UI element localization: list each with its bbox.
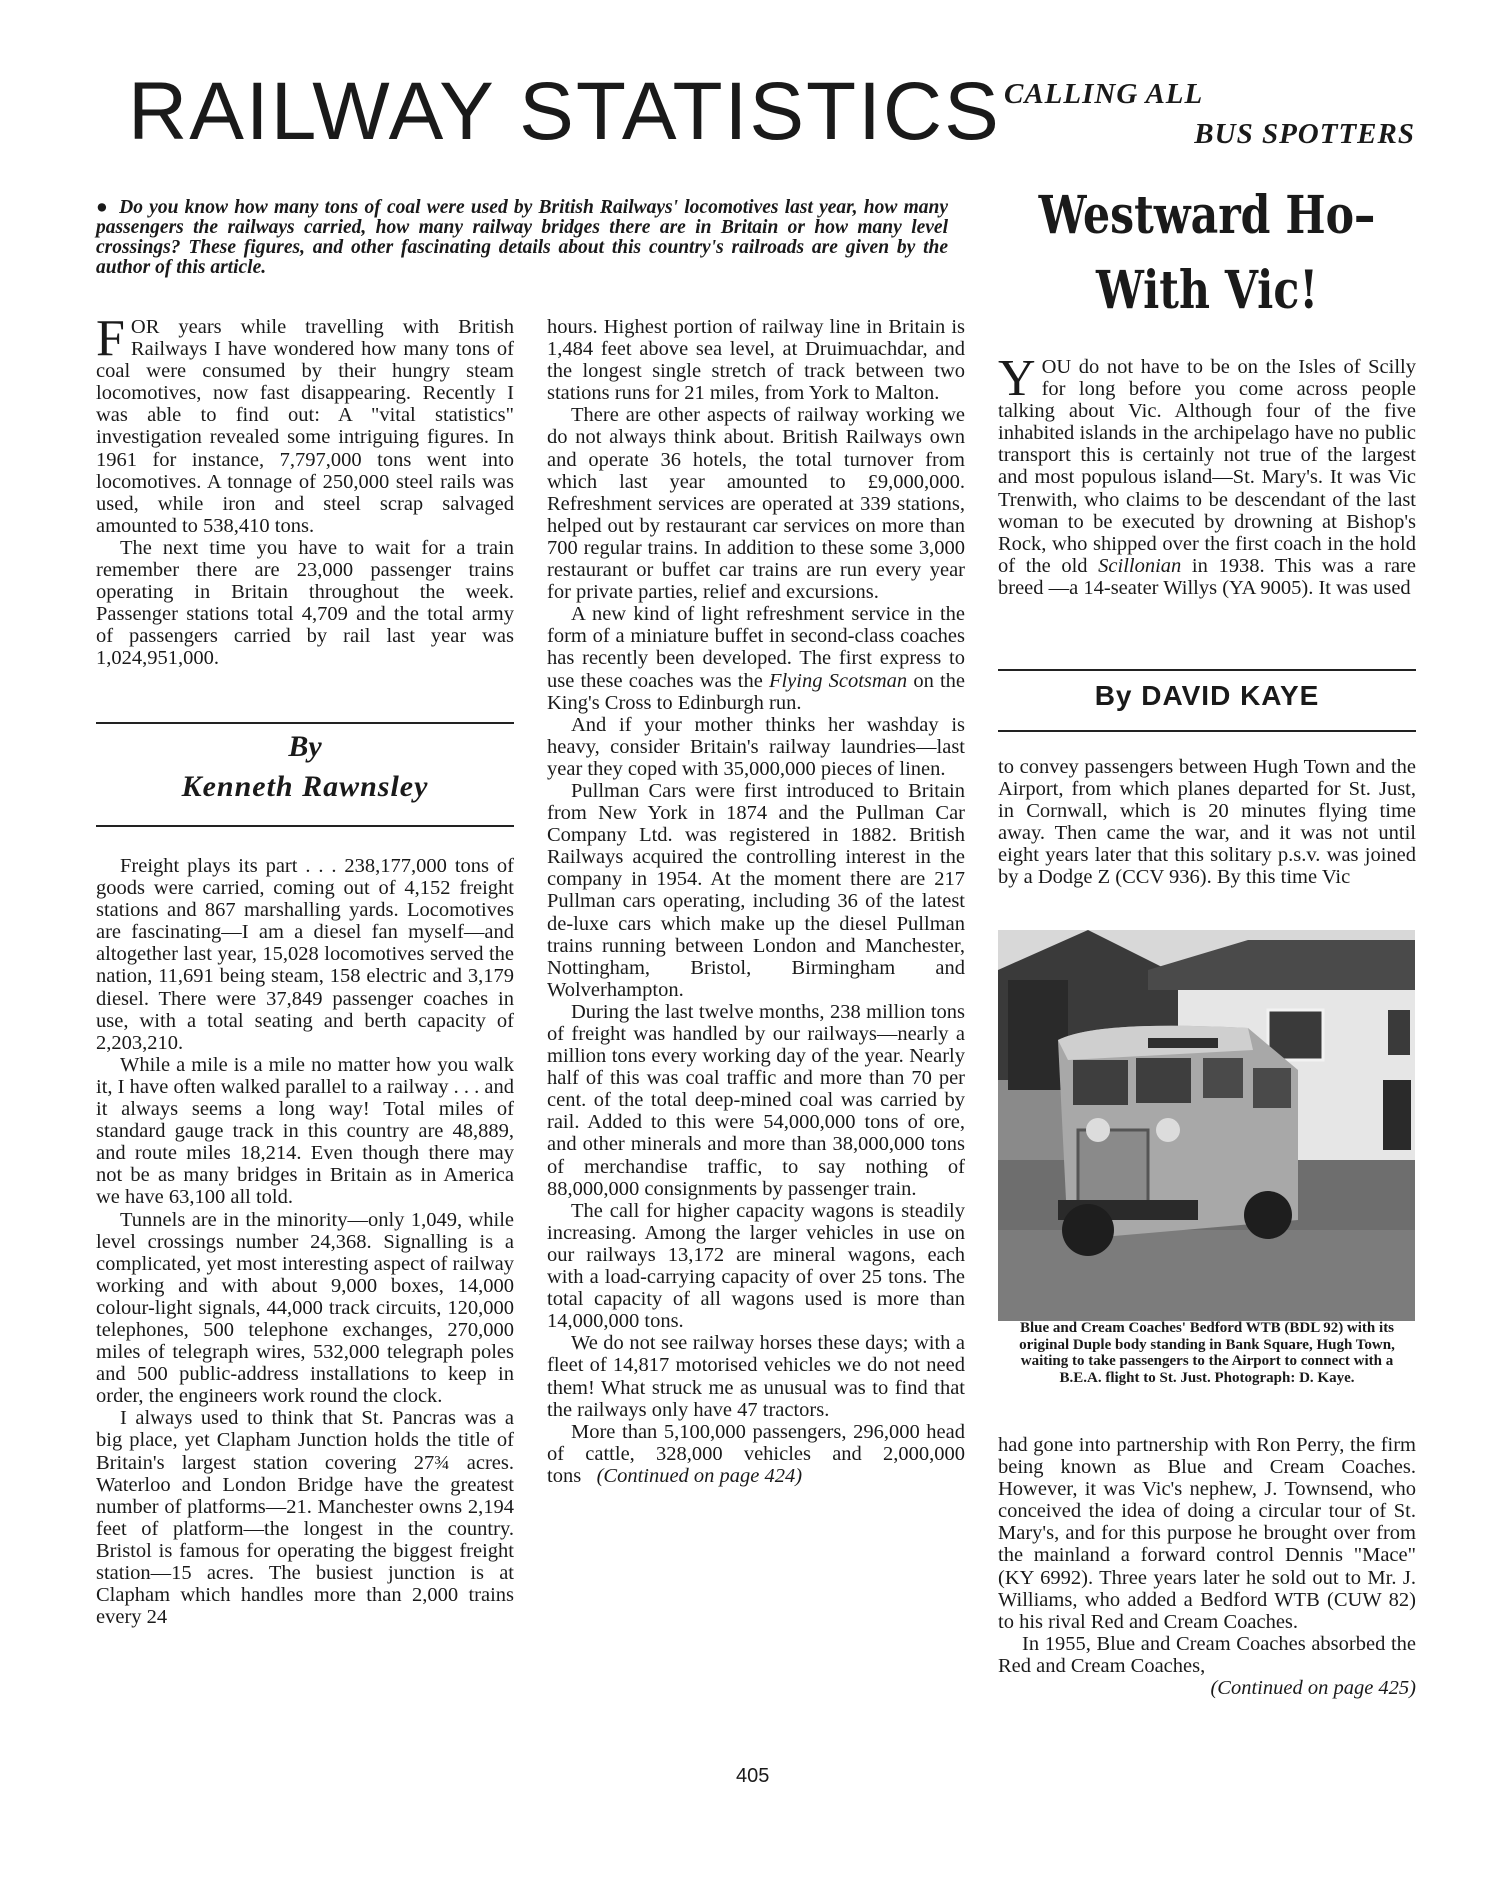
paragraph: had gone into partnership with Ron Perry, the firm being known as Blue and Cream Coaches. However, it was Vic's nephew, J. Townsend, who conceived the idea of doing a circular tour of St. Mary's, and for this purpose he brought over from the mainland a forward control Dennis "Mace" (KY 6992). Three years later he sold out to Mr. J. Williams, who added a Bedford WTB (CUW 82) to his rival Red and Cream Coaches. — [998, 1434, 1416, 1633]
paragraph: In 1955, Blue and Cream Coaches absorbed the Red and Cream Coaches, — [998, 1632, 1416, 1677]
drop-cap: F — [96, 310, 125, 367]
paragraph: to convey passengers between Hugh Town and the Airport, from which planes departed for St. Just, in Cornwall, which is 20 minutes flying time away. Then came the war, and it was not until eight years later that this solitary p.s.v. was joined by a Dodge Z (CCV 936). By this time Vic — [998, 756, 1416, 889]
author-name: Kenneth Rawnsley — [181, 770, 429, 803]
sidebar-title: Westward Ho– With Vic! — [1038, 185, 1376, 321]
train-name: Flying Scotsman — [768, 669, 908, 692]
paragraph: Pullman Cars were first introduced to Britain from New York in 1874 and the Pullman Car Company Ltd. was registered in 1882. British Railways acquired the controlling interest in the company in 1954. At the moment there are 217 Pullman cars operating, including 36 of the latest de-luxe cars which make up the diesel Pullman trains running between London and Manchester, Nottingham, Bristol, Birmingham and Wolverhampton. — [547, 779, 965, 1001]
paragraph: The next time you have to wait for a train remember there are 23,000 passenger trains operating in Britain throughout the week. Passenger stations total 4,709 and the total army of passengers carried by rail last year was 1,024,951,000. — [96, 536, 514, 670]
article-column-1-top — [96, 310, 514, 670]
bus-photo-image — [998, 930, 1415, 1321]
divider-rule — [96, 825, 514, 827]
sidebar-byline: By DAVID KAYE — [1094, 680, 1320, 711]
article-title: RAILWAY STATISTICS — [128, 66, 1001, 157]
paragraph: During the last twelve months, 238 million tons of freight was handled by our railways—nearly a million tons every working day of the year. Nearly half of this was coal traffic and more than 70 per cent. of the total deep-mined coal was carried by rail. Added to this were 54,000,000 tons of ore, and other minerals and more than 38,000,000 tons of merchandise traffic, to say nothing of 88,000,000 consignments by passenger train. — [547, 1000, 965, 1200]
bus-photograph — [998, 930, 1415, 1321]
paragraph: We do not see railway horses these days; with a fleet of 14,817 motorised vehicles we do not need them! What struck me as unusual was to find that the railways only have 47 tractors. — [547, 1332, 965, 1421]
divider-rule — [96, 722, 514, 724]
drop-cap: Y — [998, 350, 1036, 407]
byline-by: By — [288, 730, 322, 763]
sidebar-column-bottom — [998, 1434, 1416, 1699]
paragraph — [998, 1677, 1416, 1699]
divider-rule — [998, 669, 1416, 671]
article-column-1-bottom — [96, 855, 514, 1628]
paragraph: Freight plays its part . . . 238,177,000 tons of goods were carried, coming out of 4,152 freight stations and 867 marshalling yards. Locomotives are fascinating—I am a diesel fan myself—and altogether last year, 15,028 locomotives served the nation, 11,691 being steam, 158 electric and 3,179 diesel. There were 37,849 passenger coaches in use, with a total seating and berth capacity of 2,203,210. — [96, 855, 514, 1054]
ship-name: Scillonian — [1098, 554, 1182, 577]
intro-text: Do you know how many tons of coal were used by British Railways' locomotives last year, how many passengers the railways carried, how many railway bridges there are in Britain or how many level crossings? These figures, and other fascinating details about this country's railroads are given by the author of this article. — [96, 197, 948, 278]
continued-note: (Continued on page 424) — [596, 1464, 803, 1487]
page-number: 405 — [736, 1765, 770, 1787]
paragraph: While a mile is a mile no matter how you walk it, I have often walked parallel to a railway . . . and it always seems a long way! Total miles of standard gauge track in this country are 48,889, and route miles 18,214. Even though there may not be as many bridges in Britain as in America we have 63,100 all told. — [96, 1053, 514, 1209]
bullet-icon: ● — [96, 197, 110, 218]
paragraph: A new kind of light refreshment service in the form of a miniature buffet in second-class coaches has recently been developed. The first express to use these coaches was the Flying Scotsman on the King's Cross to Edinburgh run. — [547, 603, 966, 714]
sidebar-column-middle — [998, 756, 1416, 889]
paragraph: There are other aspects of railway working we do not always think about. British Railways own and operate 36 hotels, the total turnover from which last year amounted to £9,000,000. Refreshment services are operated at 339 stations, helped out by restaurant car services on more than 700 regular trains. In addition to these some 3,000 restaurant or buffet car trains are run every year for private parties, relief and excursions. — [547, 404, 965, 604]
paragraph: The call for higher capacity wagons is steadily increasing. Among the larger vehicles in use on our railways 13,172 are mineral wagons, each with a load-carrying capacity of over 25 tons. The total capacity of all wagons used is more than 14,000,000 tons. — [547, 1199, 965, 1333]
divider-rule — [998, 730, 1416, 732]
paragraph: I always used to think that St. Pancras was a big place, yet Clapham Junction holds the title of Britain's largest station covering 27¾ acres. Waterloo and London Bridge have the greatest number of platforms—21. Manchester owns 2,194 feet of platform—the longest in the country. Bristol is famous for operating the biggest freight station—15 acres. The busiest junction is at Clapham which handles more than 2,000 trains every 24 — [96, 1407, 514, 1629]
sidebar-column-top — [998, 350, 1416, 599]
paragraph: YOU do not have to be on the Isles of Scilly for long before you come across people talking about Vic. Although four of the five inhabited islands in the archipelago have no public transport this is certainly not true of the largest and most populous island—St. Mary's. It was Vic Trenwith, who claims to be descendant of the last woman to be executed by drowning at Bishop's Rock, who shipped over the first coach in the hold of the old Scillonian in 1938. This was a rare breed —a 14-seater Willys (YA 9005). It was used — [998, 350, 1416, 599]
article-column-2 — [547, 316, 965, 1487]
article-intro — [96, 198, 948, 278]
sidebar-kicker: CALLING ALL — [1004, 78, 1204, 110]
paragraph: hours. Highest portion of railway line in Britain is 1,484 feet above sea level, at Druimuachdar, and the longest single stretch of track between two stations runs for 21 miles, from York to Malton. — [547, 316, 965, 405]
paragraph: FOR years while travelling with British Railways I have wondered how many tons of coal were consumed by their hungry steam locomotives, now fast disappearing. Recently I was able to find out: A "vital statistics" investigation revealed some intriguing figures. In 1961 for instance, 7,797,000 tons went into locomotives. A tonnage of 250,000 steel rails was used, while iron and steel scrap salvaged amounted to 538,410 tons. — [96, 310, 514, 537]
continued-note: (Continued on page 425) — [1210, 1677, 1416, 1700]
photo-caption: Blue and Cream Coaches' Bedford WTB (BDL 92) with its original Duple body standing in Bank Square, Hugh Town, waiting to take passengers to the Airport to connect with a B.E.A. flight to St. Just. Photograph: D. Kaye. — [1019, 1320, 1395, 1386]
paragraph: More than 5,100,000 passengers, 296,000 head of cattle, 328,000 vehicles and 2,000,000 tons (Continued on page 424) — [547, 1420, 965, 1487]
paragraph: And if your mother thinks her washday is heavy, consider Britain's railway laundries—last year they coped with 35,000,000 pieces of linen. — [547, 713, 965, 780]
paragraph: Tunnels are in the minority—only 1,049, while level crossings number 24,368. Signalling is a complicated, yet most interesting aspect of railway working and with about 9,000 boxes, 14,000 colour-light signals, 44,000 track circuits, 120,000 telephones, 500 telephone exchanges, 270,000 miles of telegraph wires, 532,000 telegraph poles and 500 public-address installations to keep in order, the engineers work round the clock. — [96, 1208, 514, 1408]
sidebar-kicker: BUS SPOTTERS — [1194, 118, 1415, 150]
article-byline — [96, 727, 514, 807]
